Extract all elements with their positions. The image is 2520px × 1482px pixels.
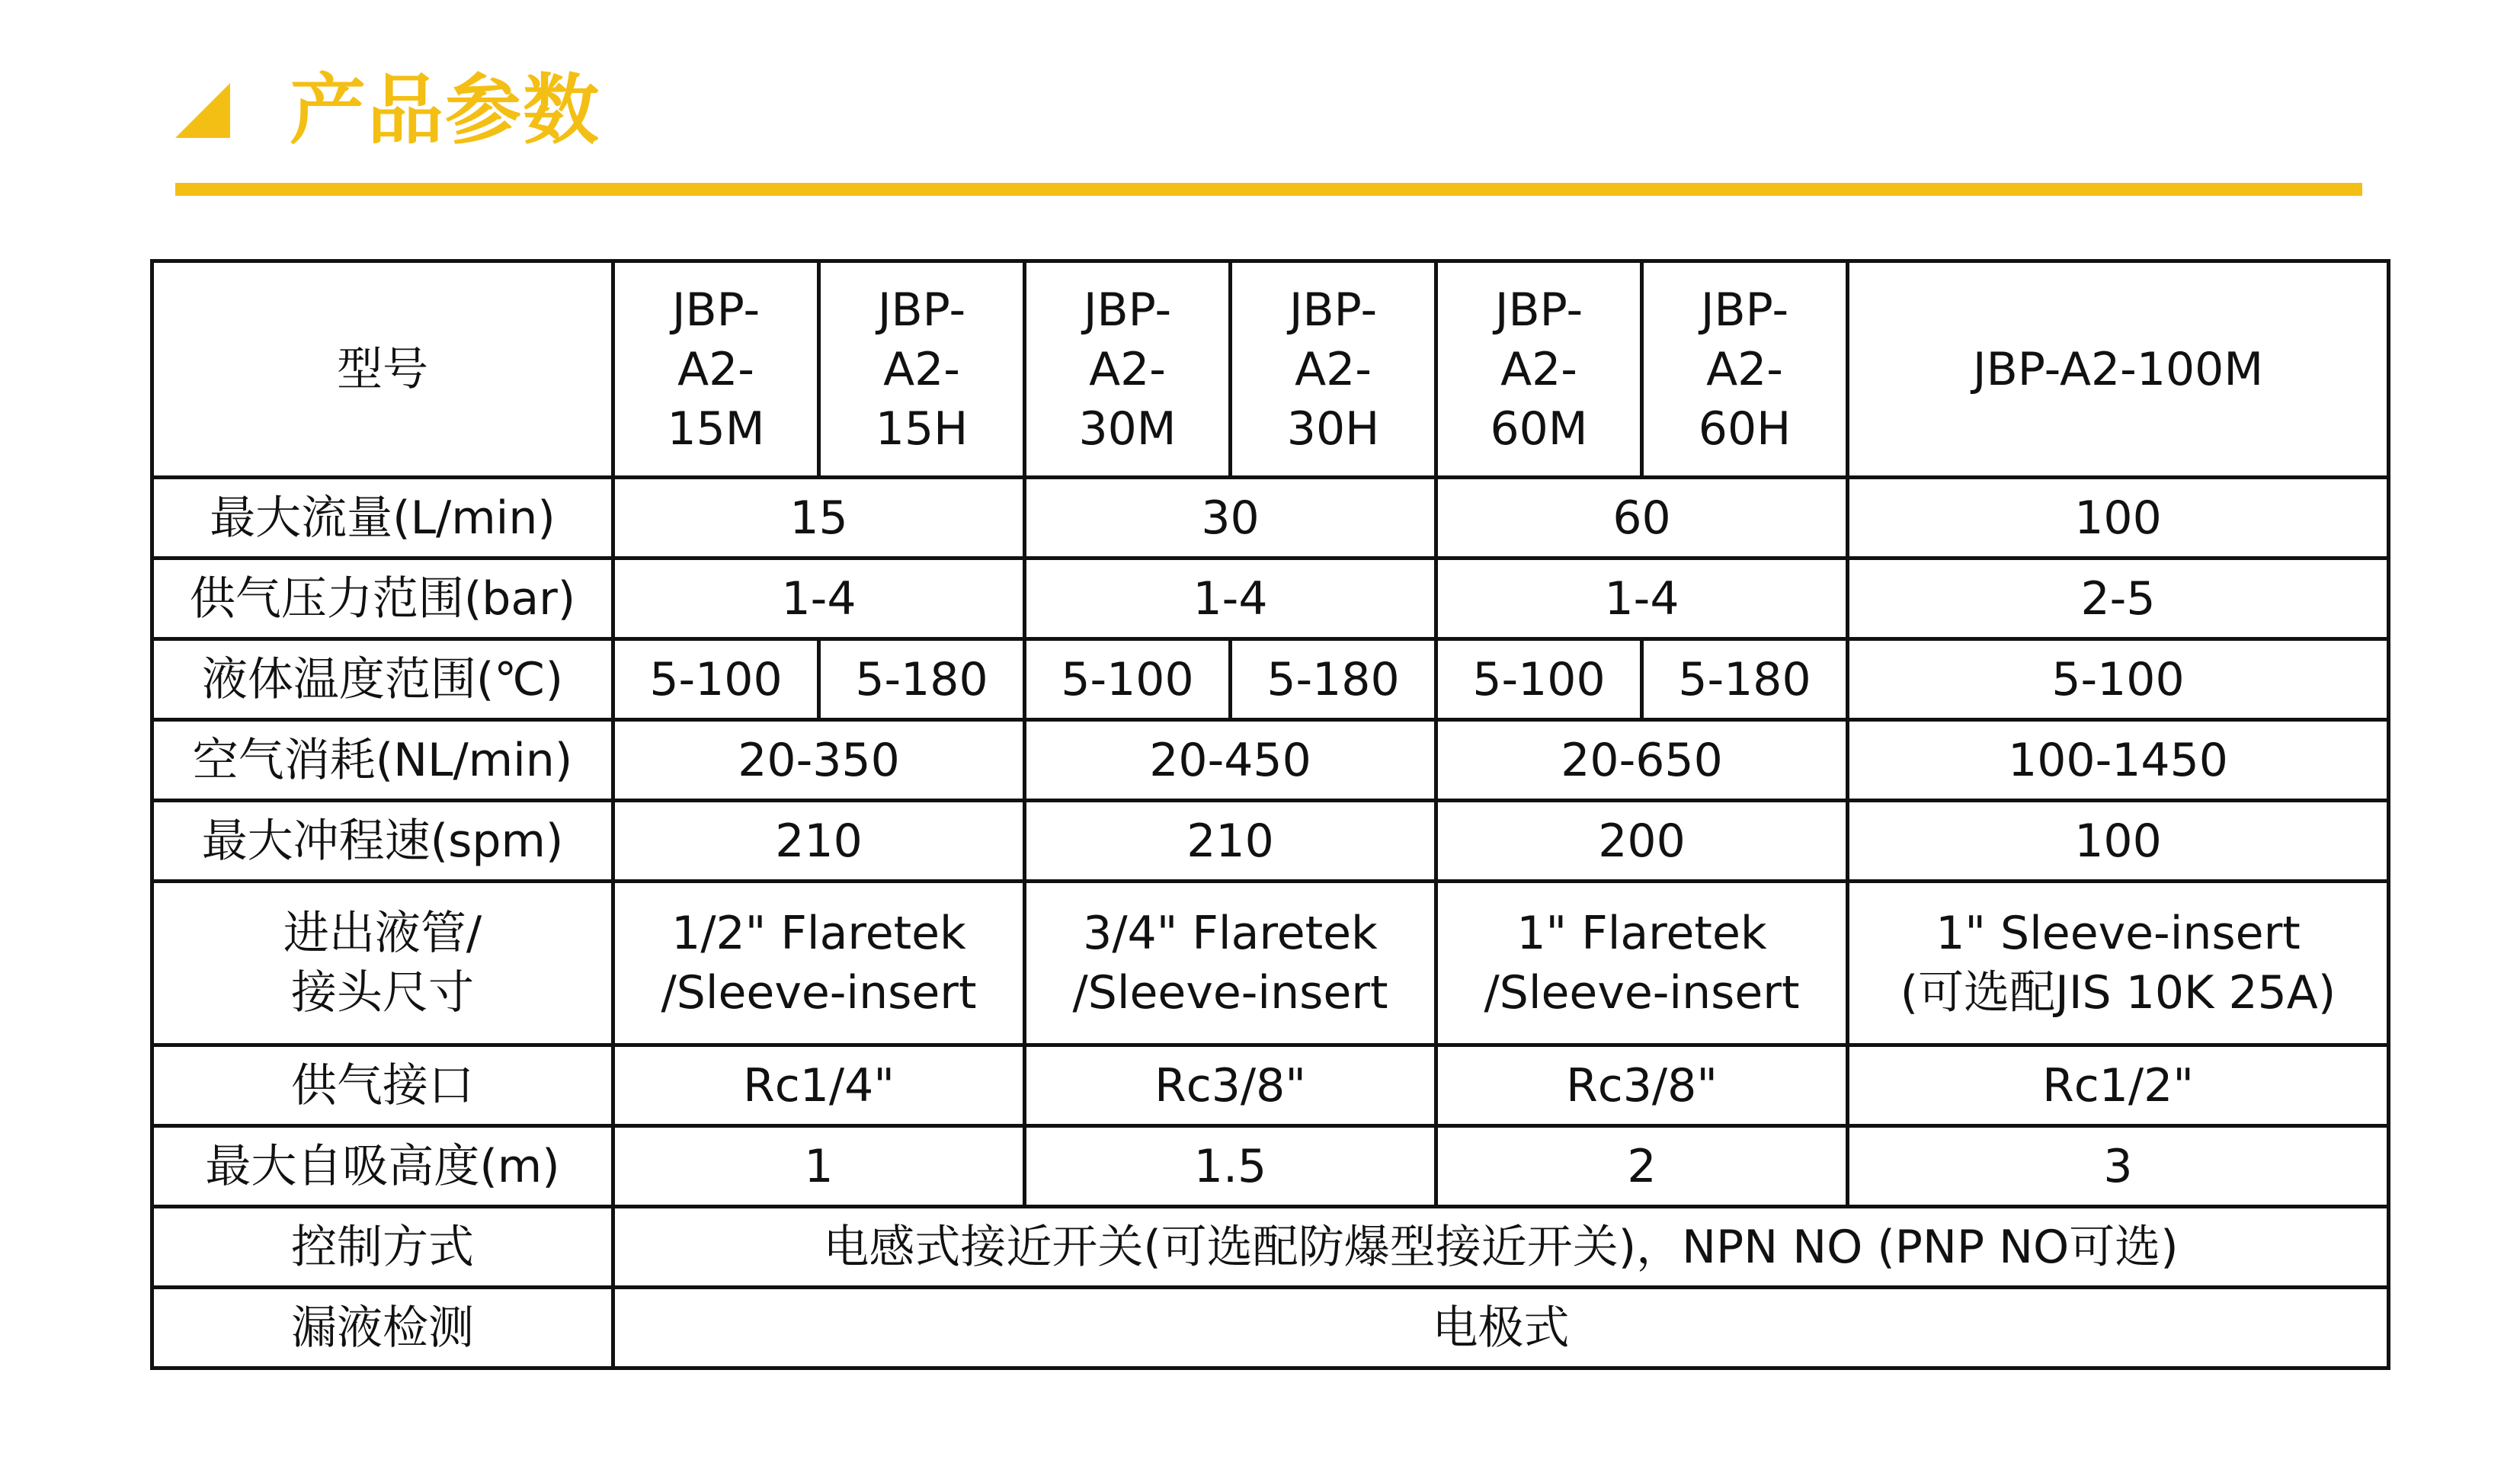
row-label-fluid-temp: 液体温度范围(℃) [152, 639, 613, 720]
section-header [175, 53, 600, 168]
fluid-temp-cell: 5-100 [613, 639, 819, 720]
table-row-model [152, 261, 2389, 478]
row-label-air-pressure: 供气压力范围(bar) [152, 559, 613, 639]
air-pressure-cell: 2-5 [1848, 559, 2389, 639]
max-stroke-cell: 200 [1436, 801, 1848, 882]
table-row-fluid-connection [152, 882, 2389, 1045]
model-cell: JBP- A2- 15H [819, 261, 1025, 478]
model-cell: JBP- A2- 60M [1436, 261, 1642, 478]
suction-lift-cell: 1 [613, 1126, 1025, 1207]
table-row-max-stroke [152, 801, 2389, 882]
table-row-air-consumption [152, 720, 2389, 801]
fluid-temp-cell: 5-180 [1231, 639, 1436, 720]
row-label-suction-lift: 最大自吸高度(m) [152, 1126, 613, 1207]
fluid-connection-cell: 1" Flaretek /Sleeve-insert [1436, 882, 1848, 1045]
table-row-leak-detection [152, 1288, 2389, 1368]
air-inlet-cell: Rc1/2" [1848, 1045, 2389, 1126]
row-label-model: 型号 [152, 261, 613, 478]
table-row-air-inlet [152, 1045, 2389, 1126]
fluid-temp-cell: 5-100 [1436, 639, 1642, 720]
max-flow-cell: 15 [613, 478, 1025, 559]
row-label-air-consumption: 空气消耗(NL/min) [152, 720, 613, 801]
air-consumption-cell: 20-350 [613, 720, 1025, 801]
air-consumption-cell: 100-1450 [1848, 720, 2389, 801]
max-flow-cell: 100 [1848, 478, 2389, 559]
suction-lift-cell: 2 [1436, 1126, 1848, 1207]
suction-lift-cell: 3 [1848, 1126, 2389, 1207]
control-cell: 电感式接近开关(可选配防爆型接近开关)，NPN NO (PNP NO可选) [613, 1207, 2389, 1288]
leak-detection-cell: 电极式 [613, 1288, 2389, 1368]
fluid-connection-cell: 1/2" Flaretek /Sleeve-insert [613, 882, 1025, 1045]
air-inlet-cell: Rc3/8" [1025, 1045, 1436, 1126]
table-row-air-pressure [152, 559, 2389, 639]
fluid-connection-cell: 3/4" Flaretek /Sleeve-insert [1025, 882, 1436, 1045]
fluid-temp-cell: 5-180 [819, 639, 1025, 720]
spec-table [150, 259, 2390, 1370]
row-label-max-stroke: 最大冲程速(spm) [152, 801, 613, 882]
model-cell: JBP- A2- 60H [1642, 261, 1848, 478]
triangle-icon [175, 83, 230, 138]
max-stroke-cell: 210 [613, 801, 1025, 882]
row-label-air-inlet: 供气接口 [152, 1045, 613, 1126]
title-underline [175, 183, 2362, 196]
max-stroke-cell: 210 [1025, 801, 1436, 882]
model-cell: JBP- A2- 30M [1025, 261, 1231, 478]
model-cell: JBP- A2- 15M [613, 261, 819, 478]
row-label-max-flow: 最大流量(L/min) [152, 478, 613, 559]
air-pressure-cell: 1-4 [1025, 559, 1436, 639]
air-inlet-cell: Rc1/4" [613, 1045, 1025, 1126]
air-pressure-cell: 1-4 [1436, 559, 1848, 639]
fluid-temp-cell: 5-180 [1642, 639, 1848, 720]
fluid-connection-cell: 1" Sleeve-insert (可选配JIS 10K 25A) [1848, 882, 2389, 1045]
page-title: 产品参数 [290, 66, 600, 155]
table-row-control [152, 1207, 2389, 1288]
max-flow-cell: 60 [1436, 478, 1848, 559]
fluid-temp-cell: 5-100 [1025, 639, 1231, 720]
row-label-leak-detection: 漏液检测 [152, 1288, 613, 1368]
max-stroke-cell: 100 [1848, 801, 2389, 882]
air-pressure-cell: 1-4 [613, 559, 1025, 639]
air-inlet-cell: Rc3/8" [1436, 1045, 1848, 1126]
max-flow-cell: 30 [1025, 478, 1436, 559]
fluid-temp-cell: 5-100 [1848, 639, 2389, 720]
table-row-suction-lift [152, 1126, 2389, 1207]
table-row-max-flow [152, 478, 2389, 559]
model-cell: JBP-A2-100M [1848, 261, 2389, 478]
row-label-fluid-connection: 进出液管/ 接头尺寸 [152, 882, 613, 1045]
air-consumption-cell: 20-650 [1436, 720, 1848, 801]
air-consumption-cell: 20-450 [1025, 720, 1436, 801]
table-row-fluid-temp [152, 639, 2389, 720]
row-label-control: 控制方式 [152, 1207, 613, 1288]
model-cell: JBP- A2- 30H [1231, 261, 1436, 478]
suction-lift-cell: 1.5 [1025, 1126, 1436, 1207]
